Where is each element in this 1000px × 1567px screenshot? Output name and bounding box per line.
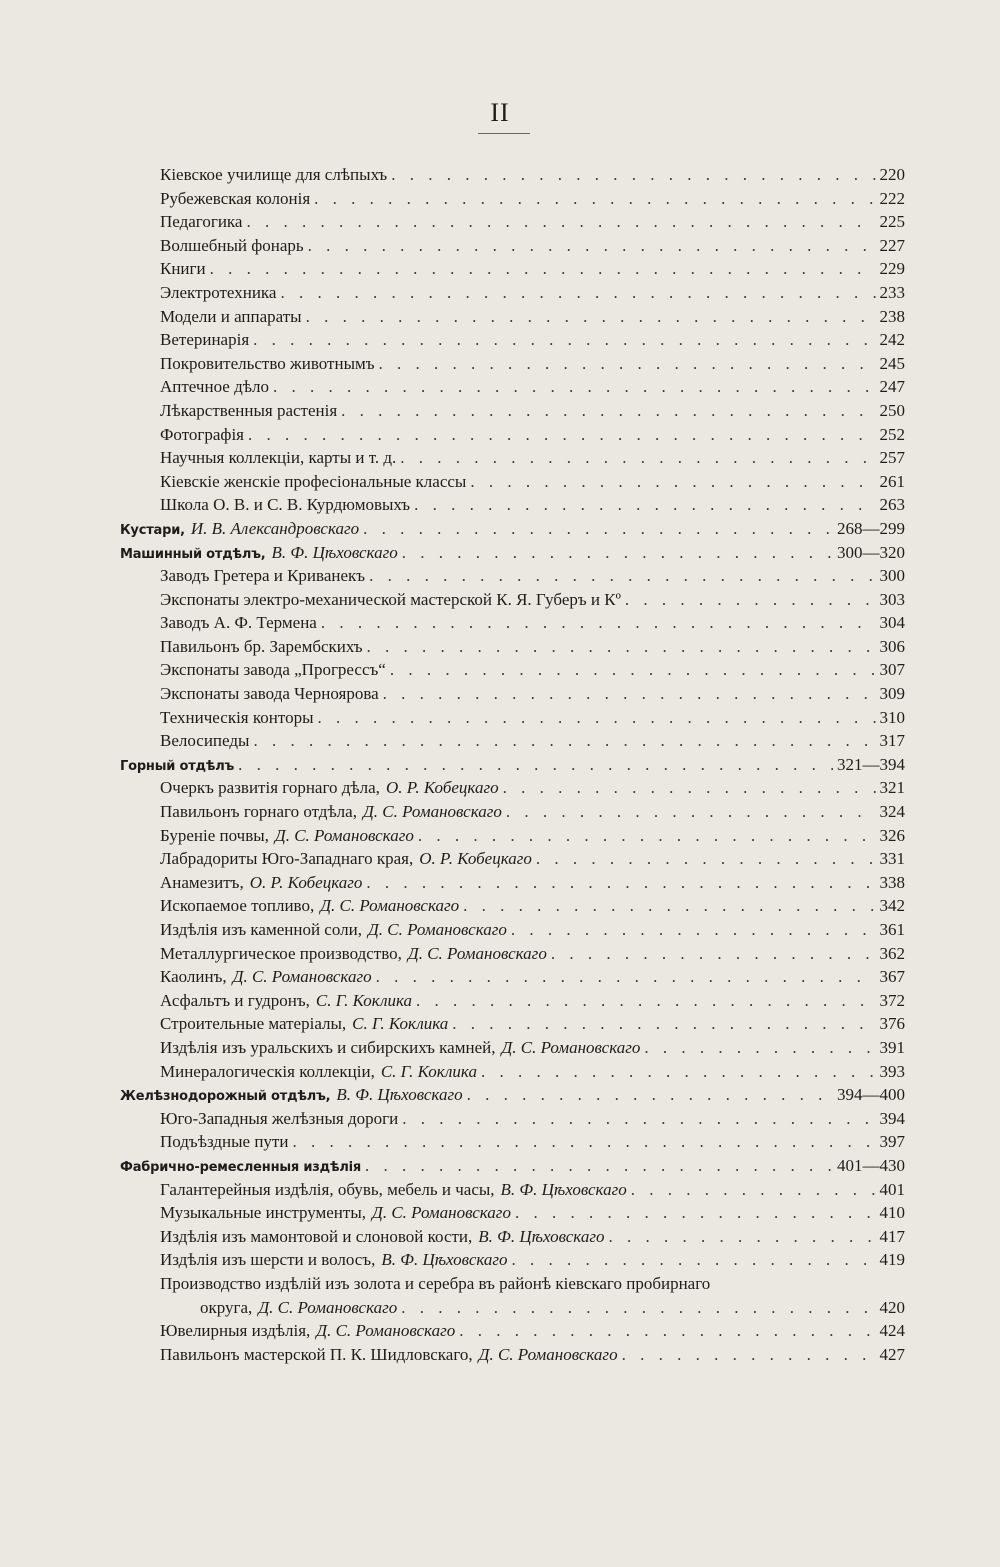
toc-entry — [120, 352, 905, 376]
table-of-contents — [120, 163, 905, 1366]
toc-entry — [120, 635, 905, 659]
toc-section-entry — [120, 517, 905, 541]
toc-entry-author: Д. С. Романовскаго — [501, 1037, 641, 1057]
toc-entry — [120, 729, 905, 753]
toc-entry-title: Издѣлія изъ мамонтовой и слоновой кости, — [160, 1226, 473, 1246]
dot-leader — [644, 1036, 875, 1060]
toc-entry-author: О. Р. Кобецкаго — [249, 872, 363, 892]
dot-leader — [238, 753, 833, 777]
toc-entry-page: 252 — [879, 424, 905, 444]
toc-entry-title: Строительные матеріалы, — [160, 1014, 347, 1034]
toc-entry-title: Павильонъ бр. Зарембскихъ — [160, 636, 363, 656]
toc-entry-title: Желѣзнодорожный отдѣлъ, — [120, 1089, 331, 1105]
toc-entry-title: Фотографія — [160, 424, 244, 444]
toc-entry — [120, 1248, 905, 1272]
dot-leader — [402, 1107, 875, 1131]
toc-entry-page: 372 — [879, 990, 905, 1010]
toc-entry-title: округа, — [200, 1297, 253, 1317]
toc-entry — [120, 328, 905, 352]
toc-entry-title: Волшебный фонарь — [160, 235, 304, 255]
toc-entry-title: Подъѣздные пути — [160, 1132, 289, 1152]
toc-entry-title: Лабрадориты Юго-Западнаго края, — [160, 849, 414, 869]
toc-entry-title: Машинный отдѣлъ, — [120, 546, 266, 562]
toc-entry-page: 300—320 — [837, 542, 905, 562]
toc-entry-page: 303 — [879, 589, 905, 609]
dot-leader — [515, 1201, 876, 1225]
dot-leader — [503, 776, 876, 800]
dot-leader — [253, 729, 875, 753]
toc-entry-author: С. Г. Коклика — [315, 990, 413, 1010]
toc-entry — [120, 1343, 905, 1367]
toc-entry-page: 394 — [879, 1108, 905, 1128]
toc-entry-title: Экспонаты завода „Прогрессъ“ — [160, 660, 386, 680]
dot-leader — [376, 965, 876, 989]
toc-entry-title: Заводъ А. Ф. Термена — [160, 613, 317, 633]
toc-entry-author: Д. С. Романовскаго — [372, 1203, 511, 1223]
toc-entry-page: 310 — [879, 707, 905, 727]
toc-entry-page: 263 — [879, 495, 905, 515]
dot-leader — [506, 800, 876, 824]
toc-entry-page: 238 — [879, 306, 905, 326]
toc-entry — [120, 163, 905, 187]
toc-entry-title: Велосипеды — [160, 731, 250, 751]
toc-entry-title: Экспонаты завода Черноярова — [160, 684, 379, 704]
toc-entry-author: Д. С. Романовскаго — [407, 943, 547, 963]
toc-entry-title: Научныя коллекціи, карты и т. д. — [160, 448, 397, 468]
toc-entry-title: Модели и аппараты — [160, 306, 302, 326]
toc-entry-author: В. Ф. Цѣховскаго — [271, 542, 398, 562]
toc-entry-title: Буреніе почвы, — [160, 825, 269, 845]
toc-entry-title: Рубежевская колонія — [160, 188, 311, 208]
toc-entry-page: 391 — [879, 1037, 905, 1057]
toc-entry-title: Издѣлія изъ уральскихъ и сибирскихъ камней, — [160, 1037, 496, 1057]
dot-leader — [416, 989, 875, 1013]
toc-section-entry — [120, 1154, 905, 1178]
toc-entry-page: 309 — [879, 684, 905, 704]
dot-leader — [210, 257, 876, 281]
toc-entry-title: Издѣлія изъ каменной соли, — [160, 920, 362, 939]
toc-entry-page: 233 — [879, 282, 905, 302]
dot-leader — [314, 187, 875, 211]
dot-leader — [631, 1178, 876, 1202]
dot-leader — [280, 281, 875, 305]
toc-entry — [120, 1107, 905, 1131]
toc-entry-page: 220 — [879, 165, 905, 184]
toc-entry-title: Анамезитъ, — [160, 872, 244, 892]
toc-entry-author: Д. С. Романовскаго — [320, 896, 460, 916]
dot-leader — [341, 399, 875, 423]
dot-leader — [452, 1012, 875, 1036]
toc-entry-page: 331 — [879, 849, 905, 869]
toc-entry-page: 300 — [879, 566, 905, 586]
toc-entry-author: Д. С. Романовскаго — [232, 967, 372, 987]
toc-entry — [120, 776, 905, 800]
toc-entry-author: Д. С. Романовскаго — [258, 1297, 398, 1317]
toc-entry-page: 401 — [879, 1179, 905, 1199]
dot-leader — [306, 305, 876, 329]
toc-entry-page: 324 — [879, 802, 905, 822]
toc-entry-page: 317 — [879, 731, 905, 751]
toc-entry-author: В. Ф. Цѣховскаго — [478, 1226, 605, 1246]
toc-entry — [120, 305, 905, 329]
toc-entry-author: Д. С. Романовскаго — [274, 825, 414, 845]
toc-section-entry — [120, 1083, 905, 1107]
toc-entry-title: Юго-Западныя желѣзныя дороги — [160, 1108, 399, 1128]
toc-entry-title: Аптечное дѣло — [160, 377, 269, 397]
dot-leader — [463, 894, 875, 918]
toc-entry-title: Минералогическія коллекціи, — [160, 1061, 375, 1081]
toc-entry-page: 361 — [879, 920, 905, 939]
toc-entry-title: Кіевское училище для слѣпыхъ — [160, 165, 388, 184]
toc-entry-author: С. Г. Коклика — [380, 1061, 477, 1081]
toc-entry — [120, 564, 905, 588]
toc-entry-title: Ископаемое топливо, — [160, 896, 315, 916]
toc-entry-page: 424 — [879, 1321, 905, 1341]
dot-leader — [248, 423, 876, 447]
toc-entry-title: Металлургическое производство, — [160, 943, 402, 963]
toc-section-entry — [120, 753, 905, 777]
toc-entry — [120, 234, 905, 258]
dot-leader — [625, 588, 876, 612]
toc-entry-author: В. Ф. Цѣховскаго — [381, 1250, 508, 1270]
toc-entry — [120, 965, 905, 989]
toc-entry-title: Горный отдѣлъ — [120, 758, 235, 774]
toc-entry-title: Очеркъ развитія горнаго дѣла, — [160, 778, 380, 798]
toc-entry-page: 338 — [879, 872, 905, 892]
toc-section-entry — [120, 541, 905, 565]
toc-entry — [120, 375, 905, 399]
toc-entry-title: Павильонъ горнаго отдѣла, — [160, 802, 357, 822]
header-rule — [478, 133, 530, 134]
toc-entry-title: Школа О. В. и С. В. Курдюмовыхъ — [160, 495, 411, 515]
toc-entry-page: 245 — [879, 353, 905, 373]
dot-leader — [470, 470, 875, 494]
dot-leader — [608, 1225, 875, 1249]
toc-entry — [120, 800, 905, 824]
toc-entry-title: Издѣлія изъ шерсти и волосъ, — [160, 1250, 376, 1270]
dot-leader — [292, 1130, 875, 1154]
toc-entry — [120, 871, 905, 895]
toc-entry-page: 362 — [879, 943, 905, 963]
toc-entry-title: Заводъ Гретера и Криванекъ — [160, 566, 366, 586]
toc-entry-title: Производство издѣлій изъ золота и серебра въ районѣ кіевскаго пробирнаго — [160, 1273, 711, 1293]
dot-leader — [367, 635, 876, 659]
toc-entry — [120, 446, 905, 470]
toc-entry-title: Фабрично-ремесленныя издѣлія — [120, 1159, 362, 1175]
dot-leader — [246, 210, 875, 234]
toc-entry-page: 394—400 — [837, 1085, 905, 1105]
toc-entry — [120, 918, 905, 942]
toc-entry-title: Ювелирныя издѣлія, — [160, 1321, 311, 1341]
toc-entry-page: 417 — [879, 1226, 905, 1246]
toc-entry-title: Книги — [160, 259, 206, 279]
dot-leader — [363, 517, 833, 541]
toc-entry — [120, 894, 905, 918]
dot-leader — [511, 918, 876, 942]
toc-entry-title: Лѣкарственныя растенія — [160, 400, 338, 420]
toc-entry-page: 342 — [879, 896, 905, 916]
dot-leader — [383, 682, 876, 706]
toc-entry — [120, 1225, 905, 1249]
toc-entry-author: Д. С. Романовскаго — [478, 1344, 618, 1364]
toc-entry — [120, 1272, 905, 1296]
toc-entry — [120, 682, 905, 706]
toc-entry-author: С. Г. Коклика — [352, 1014, 449, 1034]
dot-leader — [366, 871, 875, 895]
toc-entry-title: Павильонъ мастерской П. К. Шидловскаго, — [160, 1344, 473, 1364]
toc-entry-page: 401—430 — [837, 1155, 905, 1175]
toc-entry-page: 227 — [879, 235, 905, 255]
toc-entry-title: Покровительство животнымъ — [160, 353, 375, 373]
toc-entry-page: 261 — [879, 471, 905, 491]
toc-entry-title: Техническія конторы — [160, 707, 314, 727]
toc-entry — [120, 1319, 905, 1343]
dot-leader — [318, 706, 876, 730]
dot-leader — [321, 611, 876, 635]
toc-entry-page: 268—299 — [837, 518, 905, 538]
dot-leader — [414, 493, 875, 517]
toc-entry-page: 321 — [879, 778, 905, 798]
toc-entry-page: 397 — [879, 1132, 905, 1152]
toc-entry-page: 225 — [879, 212, 905, 232]
toc-entry-title: Электротехника — [160, 282, 277, 302]
dot-leader — [400, 446, 875, 470]
dot-leader — [481, 1060, 876, 1084]
dot-leader — [391, 163, 875, 187]
toc-entry — [120, 470, 905, 494]
dot-leader — [418, 824, 876, 848]
dot-leader — [467, 1083, 833, 1107]
toc-entry-title: Асфальтъ и гудронъ, — [160, 990, 310, 1010]
toc-entry-title: Педагогика — [160, 212, 243, 232]
dot-leader — [536, 847, 876, 871]
toc-entry — [120, 989, 905, 1013]
dot-leader — [365, 1154, 833, 1178]
toc-entry-title: Музыкальные инструменты, — [160, 1203, 367, 1223]
toc-entry — [120, 1012, 905, 1036]
dot-leader — [253, 328, 875, 352]
toc-entry-page: 257 — [879, 448, 905, 468]
toc-entry — [120, 1201, 905, 1225]
toc-entry — [120, 1296, 905, 1320]
toc-entry-page: 304 — [879, 613, 905, 633]
toc-entry-page: 419 — [879, 1250, 905, 1270]
toc-entry — [120, 588, 905, 612]
dot-leader — [369, 564, 875, 588]
toc-entry-author: В. Ф. Цѣховскаго — [336, 1085, 463, 1105]
dot-leader — [379, 352, 876, 376]
toc-entry — [120, 1130, 905, 1154]
toc-entry — [120, 1060, 905, 1084]
page-number: II — [490, 98, 510, 127]
toc-entry-page: 307 — [879, 660, 905, 680]
toc-entry-page: 410 — [879, 1203, 905, 1223]
toc-entry-page: 222 — [879, 188, 905, 208]
toc-entry-page: 250 — [879, 400, 905, 420]
dot-leader — [308, 234, 876, 258]
toc-entry-page: 247 — [879, 377, 905, 397]
dot-leader — [390, 658, 876, 682]
toc-entry — [120, 658, 905, 682]
toc-entry-author: О. Р. Кобецкаго — [419, 849, 532, 869]
dot-leader — [401, 1296, 875, 1320]
toc-entry-page: 393 — [879, 1061, 905, 1081]
toc-entry-page: 229 — [879, 259, 905, 279]
toc-entry — [120, 1036, 905, 1060]
dot-leader — [512, 1248, 876, 1272]
toc-entry — [120, 493, 905, 517]
dot-leader — [273, 375, 876, 399]
toc-entry — [120, 942, 905, 966]
toc-entry-author: И. В. Александровскаго — [190, 518, 360, 538]
toc-entry-author: Д. С. Романовскаго — [367, 920, 507, 939]
dot-leader — [551, 942, 876, 966]
toc-entry — [120, 210, 905, 234]
toc-entry — [120, 706, 905, 730]
toc-entry-page: 242 — [879, 330, 905, 350]
toc-entry-page: 326 — [879, 825, 905, 845]
toc-entry-page: 321—394 — [837, 754, 905, 774]
toc-entry-author: В. Ф. Цѣховскаго — [500, 1179, 627, 1199]
toc-entry-title: Каолинъ, — [160, 967, 227, 987]
toc-entry-page: 306 — [879, 636, 905, 656]
toc-entry-title: Кустари, — [120, 522, 185, 538]
toc-entry — [120, 847, 905, 871]
toc-entry-page: 427 — [879, 1344, 905, 1364]
toc-entry — [120, 187, 905, 211]
toc-entry-title: Ветеринарія — [160, 330, 250, 350]
dot-leader — [622, 1343, 876, 1367]
toc-entry-author: Д. С. Романовскаго — [362, 802, 502, 822]
toc-entry-author: Д. С. Романовскаго — [316, 1321, 456, 1341]
dot-leader — [402, 541, 833, 565]
toc-entry — [120, 399, 905, 423]
toc-entry-page: 376 — [879, 1014, 905, 1034]
toc-entry — [120, 1178, 905, 1202]
toc-entry-title: Экспонаты электро-механической мастерской К. Я. Губеръ и Кº — [160, 589, 621, 609]
toc-entry — [120, 824, 905, 848]
toc-entry-page: 420 — [879, 1297, 905, 1317]
toc-entry — [120, 611, 905, 635]
toc-entry-page: 367 — [879, 967, 905, 987]
toc-entry-author: О. Р. Кобецкаго — [385, 778, 499, 798]
toc-entry-title: Кіевскіе женскіе професіональные классы — [160, 471, 467, 491]
toc-entry — [120, 281, 905, 305]
toc-entry — [120, 257, 905, 281]
toc-entry-title: Галантерейныя издѣлія, обувь, мебель и часы, — [160, 1179, 495, 1199]
dot-leader — [459, 1319, 875, 1343]
toc-entry — [120, 423, 905, 447]
